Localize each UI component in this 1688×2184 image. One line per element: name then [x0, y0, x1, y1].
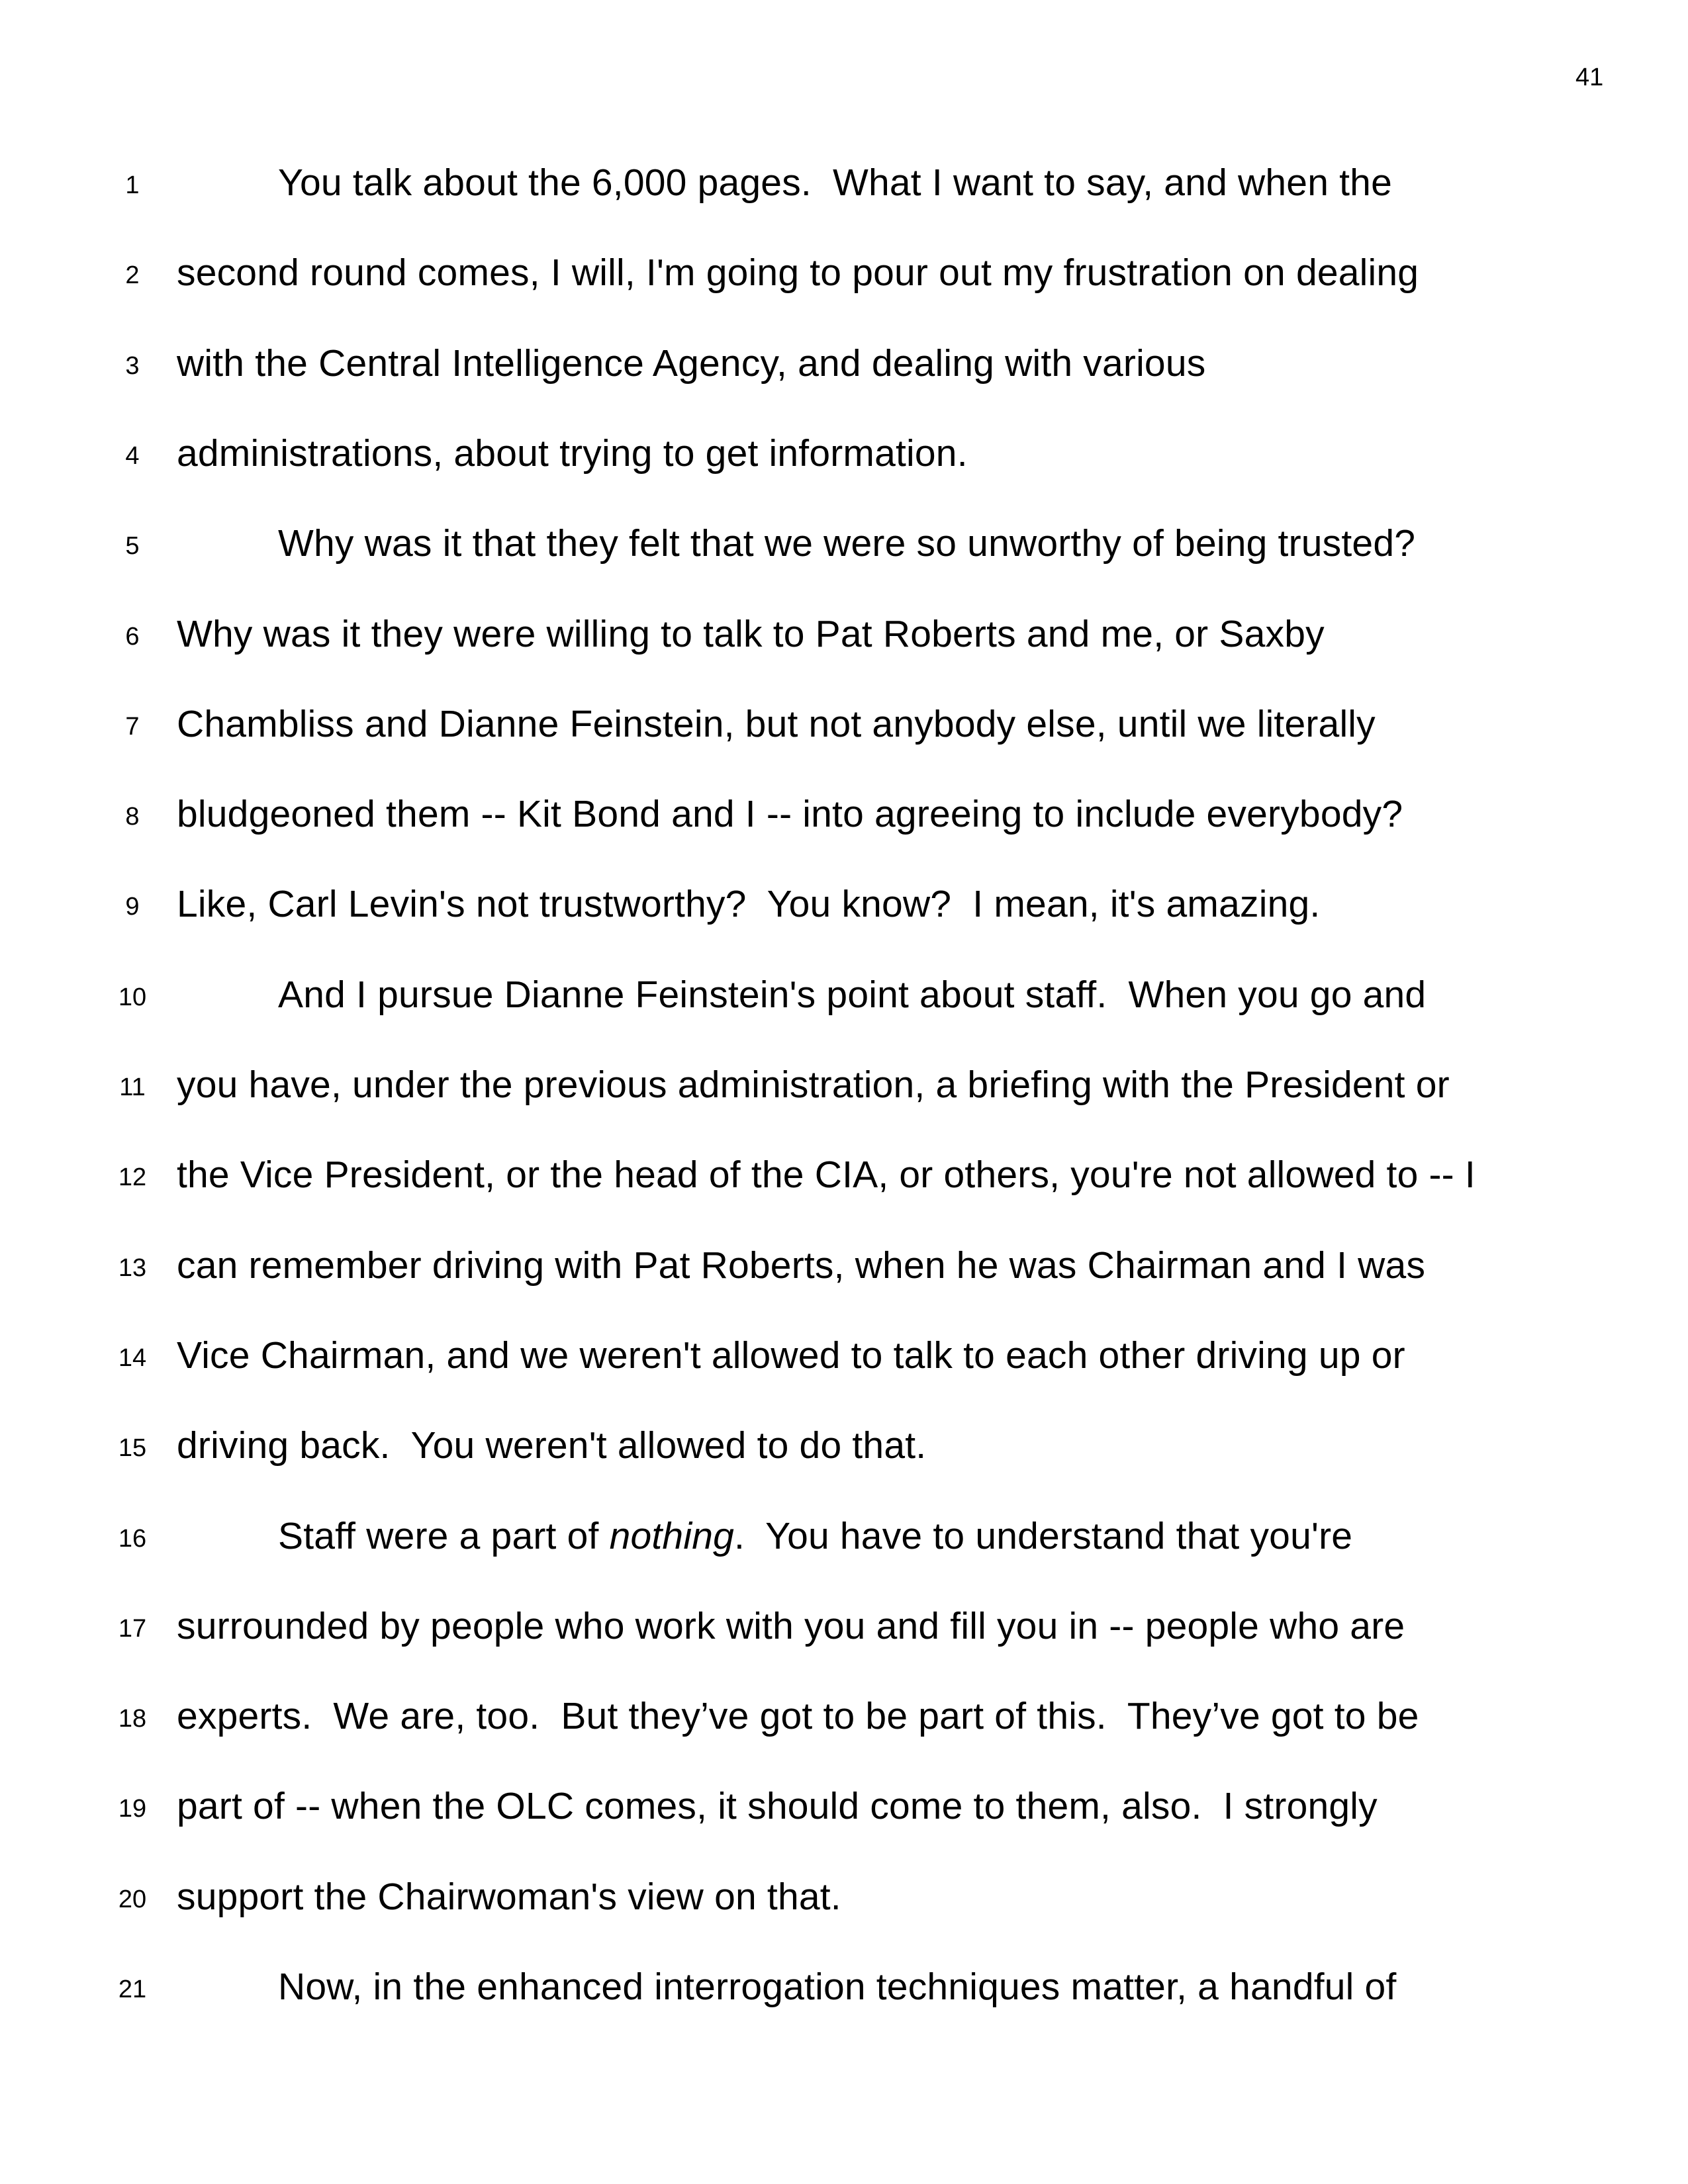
line-text: driving back. You weren't allowed to do that. — [177, 1424, 927, 1467]
line-text: with the Central Intelligence Agency, and dealing with various — [177, 341, 1206, 385]
line-text: administrations, about trying to get information. — [177, 432, 968, 475]
emphasized-word: nothing — [609, 1514, 734, 1557]
line-text: surrounded by people who work with you and fill you in -- people who are — [177, 1604, 1405, 1647]
line-number: 4 — [125, 441, 140, 470]
transcript-line — [0, 1420, 1688, 1473]
line-number: 16 — [118, 1524, 147, 1553]
line-text: the Vice President, or the head of the CIA, or others, you're not allowed to -- I — [177, 1154, 1476, 1197]
transcript-line — [0, 788, 1688, 841]
line-text — [278, 1514, 1352, 1558]
line-number: 5 — [125, 532, 140, 561]
line-text: bludgeoned them -- Kit Bond and I -- into agreeing to include everybody? — [177, 793, 1403, 836]
page-number: 41 — [1575, 64, 1604, 91]
line-number: 17 — [118, 1614, 147, 1643]
line-number: 6 — [125, 622, 140, 651]
transcript-line — [0, 1600, 1688, 1653]
transcript-line — [0, 1871, 1688, 1924]
transcript-line — [0, 1059, 1688, 1112]
line-text: experts. We are, too. But they’ve got to be part of this. They’ve got to be — [177, 1695, 1419, 1738]
line-text: you have, under the previous administration, a briefing with the President or — [177, 1064, 1450, 1106]
line-number: 21 — [118, 1976, 147, 2003]
line-number: 7 — [125, 712, 140, 741]
transcript-line — [0, 969, 1688, 1022]
line-text: Why was it they were willing to talk to Pat Roberts and me, or Saxby — [177, 612, 1325, 655]
line-number: 3 — [125, 351, 140, 380]
transcript-line — [0, 428, 1688, 480]
line-number: 8 — [125, 803, 140, 831]
transcript-line — [0, 1961, 1688, 2014]
line-text: support the Chairwoman's view on that. — [177, 1875, 841, 1918]
line-number: 18 — [118, 1705, 147, 1733]
line-text: part of -- when the OLC comes, it should come to them, also. I strongly — [177, 1785, 1378, 1828]
transcript-line — [0, 1330, 1688, 1383]
line-number: 14 — [118, 1343, 147, 1372]
line-text: Like, Carl Levin's not trustworthy? You know? I mean, it's amazing. — [177, 883, 1321, 926]
transcript-line — [0, 157, 1688, 210]
line-number: 15 — [118, 1434, 147, 1463]
line-number: 19 — [118, 1795, 147, 1823]
transcript-line — [0, 1149, 1688, 1202]
line-text: You talk about the 6,000 pages. What I want to say, and when the — [278, 161, 1392, 204]
line-text: And I pursue Dianne Feinstein's point about staff. When you go and — [278, 973, 1427, 1016]
line-number: 1 — [125, 171, 140, 199]
transcript-line — [0, 878, 1688, 931]
line-number: 10 — [118, 983, 147, 1011]
line-text: Vice Chairman, and we weren't allowed to talk to each other driving up or — [177, 1334, 1405, 1377]
line-number: 2 — [125, 261, 140, 290]
transcript-line — [0, 1690, 1688, 1743]
line-text: second round comes, I will, I'm going to pour out my frustration on dealing — [177, 251, 1419, 295]
transcript-line — [0, 1510, 1688, 1563]
line-number: 11 — [119, 1073, 146, 1101]
line-number: 13 — [118, 1253, 147, 1282]
transcript-line — [0, 698, 1688, 751]
line-number: 9 — [125, 893, 140, 921]
transcript-line — [0, 608, 1688, 661]
transcript-line — [0, 518, 1688, 570]
line-text: Why was it that they felt that we were so unworthy of being trusted? — [278, 522, 1416, 565]
line-text: Now, in the enhanced interrogation techniques matter, a handful of — [278, 1966, 1397, 2008]
line-text: can remember driving with Pat Roberts, when he was Chairman and I was — [177, 1244, 1426, 1287]
line-number: 20 — [118, 1885, 147, 1913]
line-text: Chambliss and Dianne Feinstein, but not anybody else, until we literally — [177, 702, 1376, 745]
line-number: 12 — [118, 1163, 147, 1192]
transcript-line — [0, 247, 1688, 300]
transcript-line — [0, 1780, 1688, 1833]
line-text-part: . You have to understand that you're — [734, 1514, 1353, 1557]
transcript-line — [0, 1240, 1688, 1293]
transcript-line — [0, 338, 1688, 390]
line-text-part: Staff were a part of — [278, 1514, 610, 1557]
